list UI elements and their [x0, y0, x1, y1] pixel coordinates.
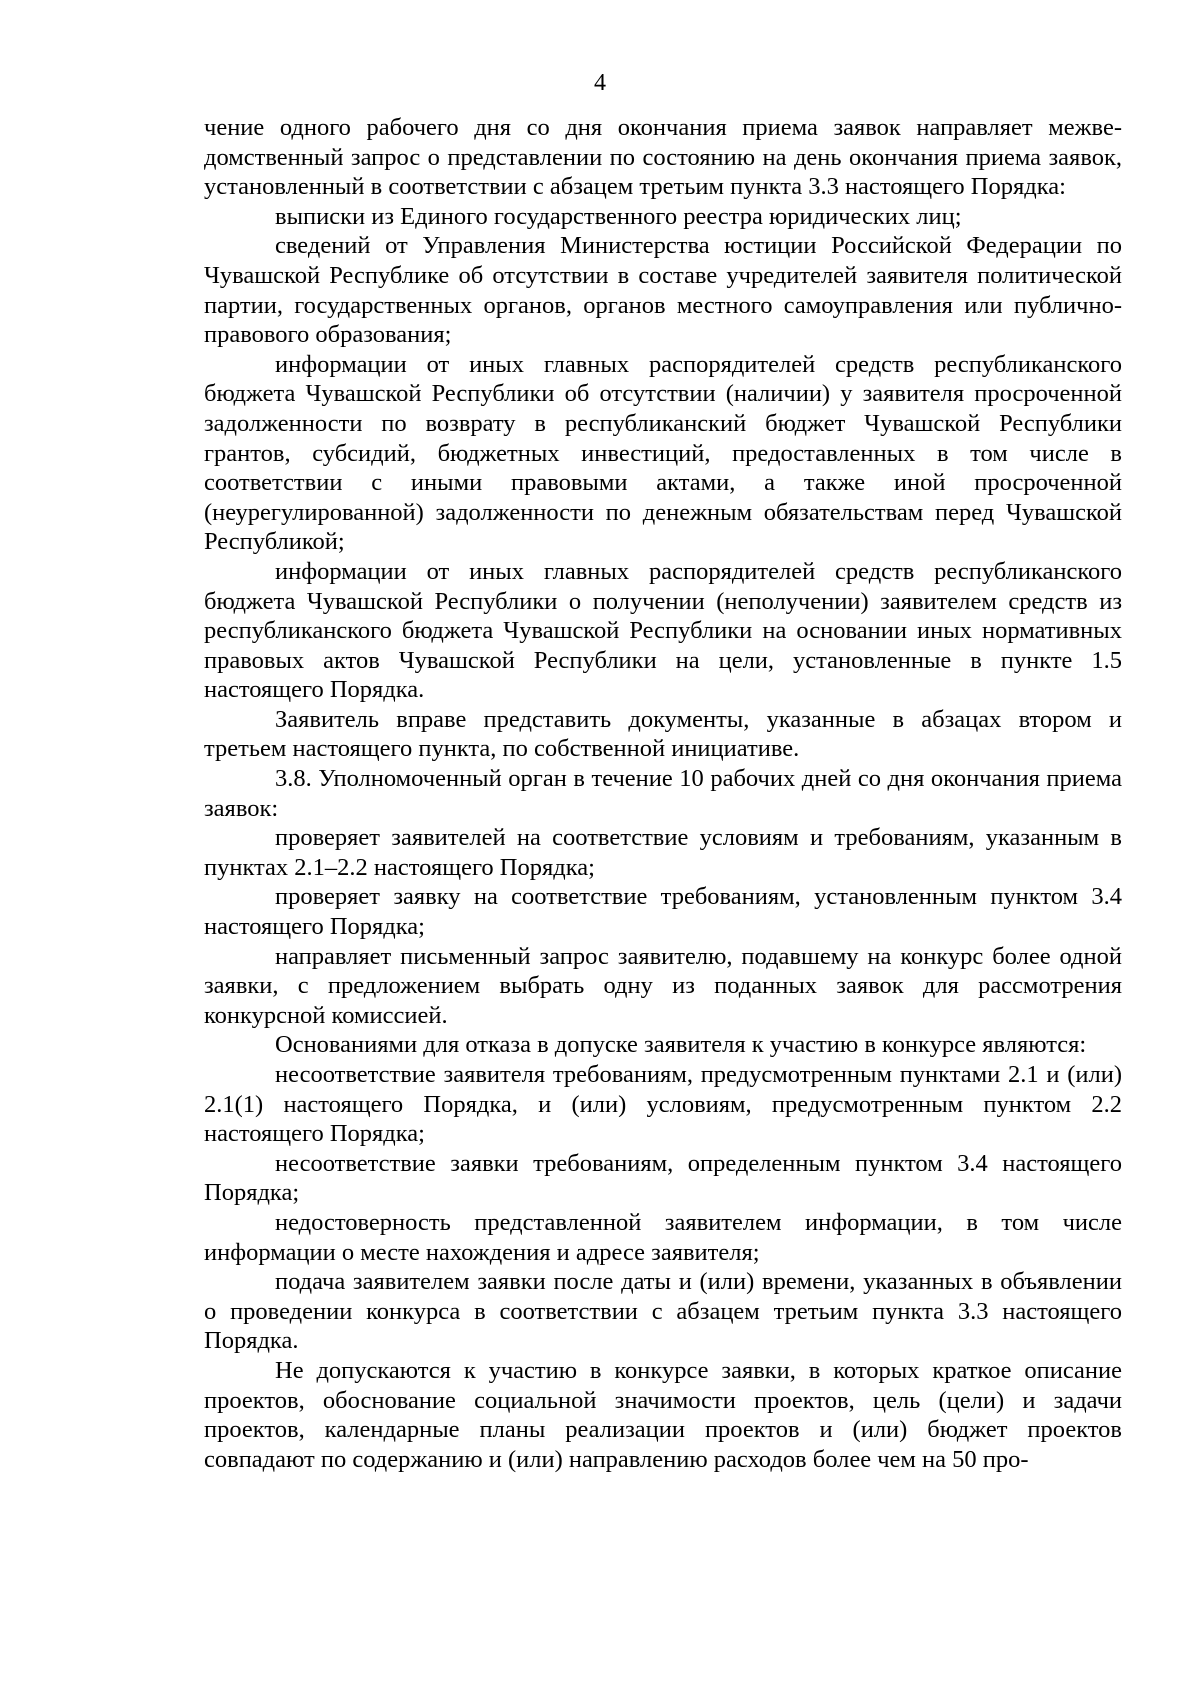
- paragraph: сведений от Управления Министерства юстиции Российской Федерации по Чувашской Республике об отсутствии в составе учредителей заявителя политической партии, государственных органов, органов местного самоуправления или публично-правового образования;: [204, 232, 1122, 349]
- paragraph: информации от иных главных распорядителей средств республиканского бюджета Чувашской Республики об отсутствии (наличии) у заявителя просроченной задолженности по возврату в республиканский бюджет Чувашской Республики грантов, субсидий, бюджетных инвестиций, предоставленных в том числе в соответствии с иными правовыми актами, а также иной просроченной (неурегулированной) задолженности по денежным обязательствам перед Чувашской Республикой;: [204, 350, 1122, 556]
- document-body: [204, 113, 1122, 1474]
- paragraph: 3.8. Уполномоченный орган в течение 10 рабочих дней со дня окончания приема заявок:: [204, 765, 1122, 822]
- paragraph: подача заявителем заявки после даты и (или) времени, указанных в объявлении о проведении конкурса в соответствии с абзацем третьим пункта 3.3 настоящего Порядка.: [204, 1268, 1122, 1355]
- paragraph: Основаниями для отказа в допуске заявителя к участию в конкурсе являются:: [275, 1031, 1087, 1059]
- paragraph: проверяет заявителей на соответствие условиям и требованиям, указанным в пунктах 2.1–2.2 настоящего Порядка;: [204, 824, 1122, 881]
- paragraph: недостоверность представленной заявителем информации, в том числе информации о месте нахождения и адресе заявителя;: [204, 1208, 1122, 1266]
- paragraph: выписки из Единого государственного реестра юридических лиц;: [275, 202, 962, 230]
- paragraph: Заявитель вправе представить документы, указанные в абзацах втором и третьем настоящего пункта, по собственной инициативе.: [204, 705, 1122, 763]
- page-number: 4: [594, 70, 606, 96]
- paragraph: несоответствие заявки требованиям, определенным пунктом 3.4 настоящего Порядка;: [204, 1149, 1122, 1207]
- paragraph: направляет письменный запрос заявителю, подавшему на конкурс более одной заявки, с предложением выбрать одну из поданных заявок для рассмотрения конкурсной комиссией.: [204, 942, 1122, 1029]
- paragraph: несоответствие заявителя требованиям, предусмотренным пунктами 2.1 и (или) 2.1(1) настоящего Порядка, и (или) условиям, предусмотренным пунктом 2.2 настоящего Порядка;: [204, 1061, 1122, 1148]
- paragraph: информации от иных главных распорядителей средств республиканского бюджета Чувашской Республики о получении (неполучении) заявителем средств из республиканского бюджета Чувашской Республики на основании иных нормативных правовых актов Чувашской Республики на цели, установленные в пункте 1.5 настоящего Порядка.: [204, 557, 1122, 704]
- paragraph: чение одного рабочего дня со дня окончания приема заявок направляет межведомственный запрос о представлении по состоянию на день окончания приема заявок, установленный в соответствии с абзацем третьим пункта 3.3 настоящего Порядка:: [204, 114, 1122, 201]
- paragraph: проверяет заявку на соответствие требованиям, установленным пунктом 3.4 настоящего Порядка;: [204, 883, 1122, 941]
- paragraph: Не допускаются к участию в конкурсе заявки, в которых краткое описание проектов, обоснование социальной значимости проектов, цель (цели) и задачи проектов, календарные планы реализации проектов и (или) бюджет проектов совпадают по содержанию и (или) направлению расходов более чем на 50 про-: [204, 1356, 1122, 1473]
